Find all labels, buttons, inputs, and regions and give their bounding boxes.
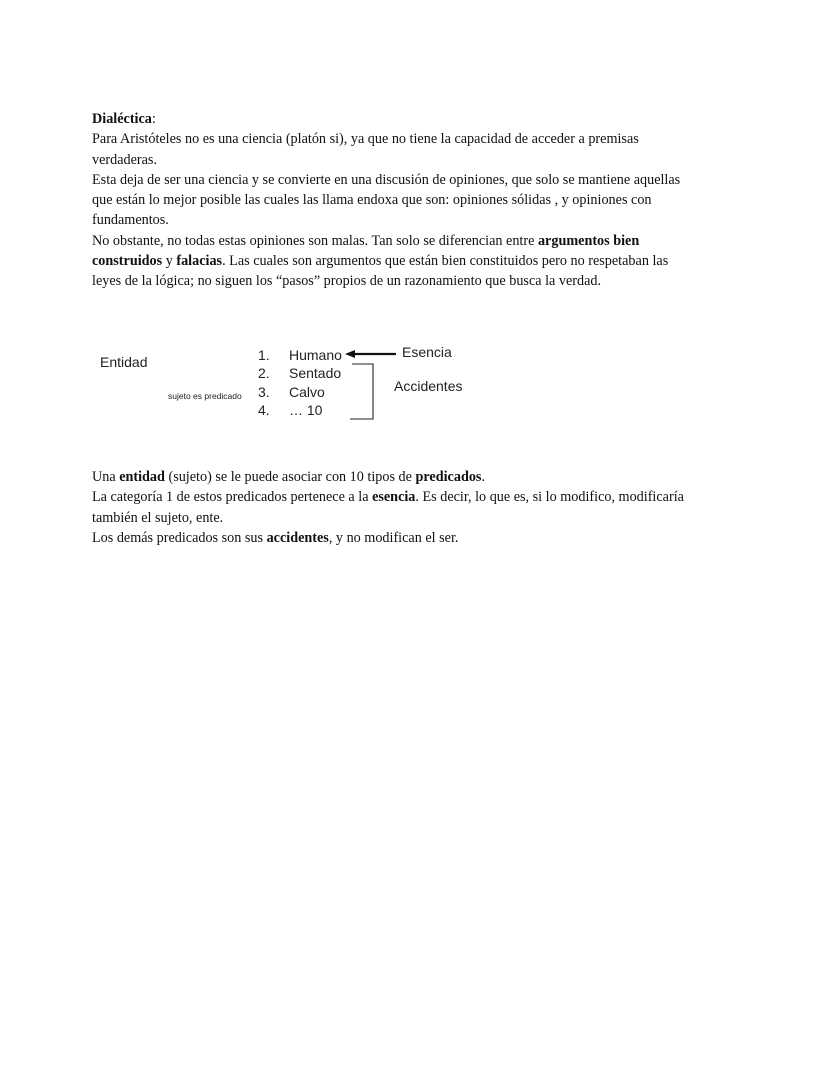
accidentes-text-1: Los demás predicados son sus xyxy=(92,529,267,546)
esencia-bold: esencia xyxy=(372,489,416,506)
argumentos-text-1: No obstante, no todas estas opiniones son malas. Tan solo se diferencian entre xyxy=(92,232,538,249)
entity-explanation-section xyxy=(92,467,732,548)
falacias-bold: falacias xyxy=(176,253,223,270)
list-number-4: 4. xyxy=(258,402,270,418)
entidad-text-1: Una xyxy=(92,469,120,485)
list-number-2: 2. xyxy=(258,365,270,381)
esencia-text-1: La categoría 1 de estos predicados pertenece a la xyxy=(92,489,373,506)
list-item-humano: Humano xyxy=(289,347,342,363)
argumentos-text-2: y xyxy=(162,253,177,270)
entidad-bold: entidad xyxy=(119,469,165,485)
predicados-bold: predicados xyxy=(415,469,482,485)
accidents-label: Accidentes xyxy=(394,378,463,394)
dialectica-section xyxy=(92,109,692,292)
section-title xyxy=(92,109,692,129)
relation-label: sujeto es predicado xyxy=(168,391,242,401)
section-title-colon: : xyxy=(151,111,156,127)
argumentos-text-3: . Las cuales son argumentos que están bien constituidos pero no respetaban las leyes de la lógica; no siguen los “pasos” propios de un razonamiento que busca la verdad. xyxy=(92,253,669,290)
paragraph-discusion: Esta deja de ser una ciencia y se convierte en una discusión de opiniones, que solo se mantiene aquellas que están lo mejor posible las cuales las llama endoxa que son: opiniones sólidas , y opiniones con fundamentos. xyxy=(92,171,681,229)
essence-label: Esencia xyxy=(402,344,452,360)
paragraph-accidentes xyxy=(92,528,732,548)
list-number-1: 1. xyxy=(258,347,270,363)
entidad-text-3: . xyxy=(481,469,486,485)
section-title-bold: Dialéctica xyxy=(92,111,152,127)
esencia-text-2: . Es decir, lo que es, si lo modifico, modificaría también el sujeto, ente. xyxy=(92,489,684,526)
argumentos-bold: argumentos bien construidos xyxy=(92,232,640,270)
categories-diagram xyxy=(92,340,512,430)
list-item-more: … 10 xyxy=(289,402,323,418)
list-item-sentado: Sentado xyxy=(289,365,342,381)
paragraph-aristoteles: Para Aristóteles no es una ciencia (platón si), ya que no tiene la capacidad de acceder a premisas verdaderas. xyxy=(92,131,639,168)
paragraph-esencia xyxy=(92,487,732,528)
list-number-3: 3. xyxy=(258,384,270,400)
accidents-bracket xyxy=(350,364,373,419)
list-item-calvo: Calvo xyxy=(289,384,325,400)
entidad-text-2: (sujeto) se le puede asociar con 10 tipos de xyxy=(164,469,416,485)
paragraph-argumentos xyxy=(92,231,692,292)
accidentes-bold: accidentes xyxy=(266,529,329,546)
entity-label: Entidad xyxy=(100,354,148,370)
essence-arrow xyxy=(345,350,396,358)
paragraph-entidad xyxy=(92,467,732,487)
accidentes-text-2: , y no modifican el ser. xyxy=(328,529,459,546)
